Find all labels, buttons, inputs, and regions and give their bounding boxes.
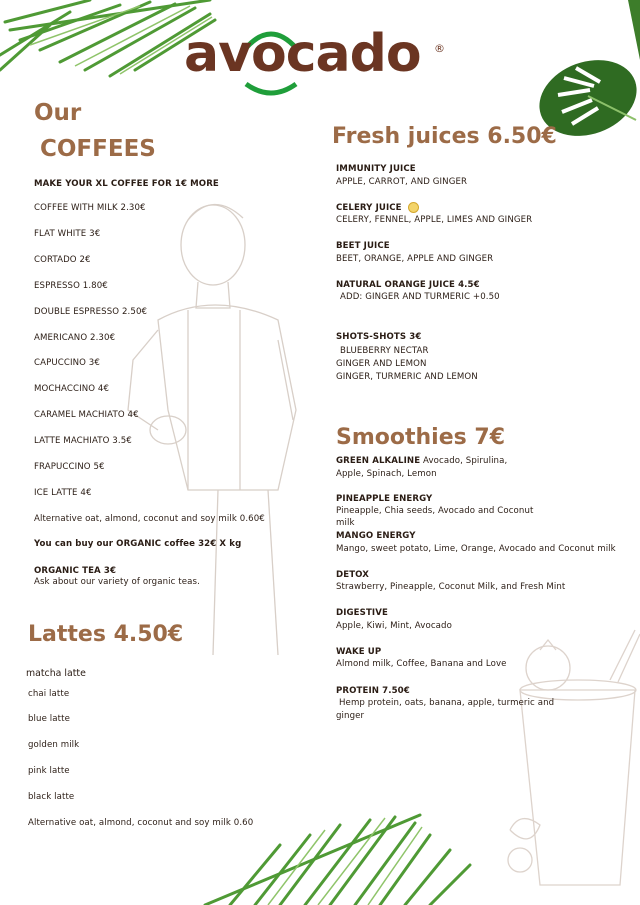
smoothie-name: GREEN ALKALINE bbox=[336, 456, 421, 466]
smoothie-desc: Mango, sweet potato, Lime, Orange, Avocado and Coconut milk bbox=[336, 544, 616, 554]
organic-tea-title: ORGANIC TEA 3€ bbox=[34, 566, 117, 576]
juice-name: BEET JUICE bbox=[336, 241, 390, 251]
smoothies-heading: Smoothies 7€ bbox=[336, 425, 506, 450]
smoothie-desc: Hemp protein, oats, banana, apple, turmeric and bbox=[339, 698, 555, 708]
juice-desc: ADD: GINGER AND TURMERIC +0.50 bbox=[340, 292, 500, 302]
smoothie-name: PROTEIN 7.50€ bbox=[336, 686, 410, 696]
organic-tea-desc: Ask about our variety of organic teas. bbox=[34, 577, 200, 587]
coffee-item: LATTE MACHIATO 3.5€ bbox=[34, 436, 132, 446]
latte-item: chai latte bbox=[28, 689, 70, 699]
juice-desc: APPLE, CARROT, AND GINGER bbox=[336, 177, 468, 187]
smoothie-green-alkaline bbox=[336, 456, 507, 466]
latte-alt-milk-note: Alternative oat, almond, coconut and soy milk 0.60 bbox=[28, 818, 254, 828]
coffee-item: MOCHACCINO 4€ bbox=[34, 384, 110, 394]
lattes-heading: Lattes 4.50€ bbox=[28, 622, 184, 647]
smoothie-desc: Apple, Kiwi, Mint, Avocado bbox=[336, 621, 452, 631]
coffee-item: CAPUCCINO 3€ bbox=[34, 358, 100, 368]
coffee-item: DOUBLE ESPRESSO 2.50€ bbox=[34, 307, 148, 317]
smoothie-name: WAKE UP bbox=[336, 647, 382, 657]
juice-desc: CELERY, FENNEL, APPLE, LIMES AND GINGER bbox=[336, 215, 533, 225]
shot-item: GINGER, TURMERIC AND LEMON bbox=[336, 372, 478, 382]
smoothie-desc: Almond milk, Coffee, Banana and Love bbox=[336, 659, 507, 669]
coffee-item: AMERICANO 2.30€ bbox=[34, 333, 116, 343]
coffees-heading-line1: Our bbox=[34, 100, 82, 126]
smoothie-desc: Apple, Spinach, Lemon bbox=[336, 469, 437, 479]
registered-mark: ® bbox=[434, 42, 445, 55]
juice-name: IMMUNITY JUICE bbox=[336, 164, 416, 174]
smoothie-desc: milk bbox=[336, 518, 355, 528]
smoothie-desc: Avocado, Spirulina, bbox=[423, 456, 508, 466]
coffee-item: CORTADO 2€ bbox=[34, 255, 91, 265]
celery-highlight-icon bbox=[408, 202, 419, 213]
coffee-item: FRAPUCCINO 5€ bbox=[34, 462, 105, 472]
latte-item: blue latte bbox=[28, 714, 70, 724]
latte-item: matcha latte bbox=[26, 668, 86, 679]
xl-coffee-note: MAKE YOUR XL COFFEE FOR 1€ MORE bbox=[34, 179, 219, 189]
coffee-item: CARAMEL MACHIATO 4€ bbox=[34, 410, 139, 420]
smoothie-desc: ginger bbox=[336, 711, 365, 721]
smoothie-name: DIGESTIVE bbox=[336, 608, 388, 618]
coffees-heading-line2: COFFEES bbox=[40, 136, 156, 162]
smoothie-name: DETOX bbox=[336, 570, 369, 580]
coffee-alt-milk-note: Alternative oat, almond, coconut and soy milk 0.60€ bbox=[34, 514, 265, 524]
coffee-item: ICE LATTE 4€ bbox=[34, 488, 92, 498]
smoothie-desc: Pineapple, Chia seeds, Avocado and Coconut bbox=[336, 506, 534, 516]
latte-item: pink latte bbox=[28, 766, 70, 776]
organic-coffee-note: You can buy our ORGANIC coffee 32€ X kg bbox=[34, 539, 242, 549]
latte-item: black latte bbox=[28, 792, 75, 802]
smoothie-name: PINEAPPLE ENERGY bbox=[336, 494, 433, 504]
shots-title: SHOTS-SHOTS 3€ bbox=[336, 332, 422, 342]
monstera-leaf-decoration bbox=[528, 0, 640, 140]
juice-name: NATURAL ORANGE JUICE 4.5€ bbox=[336, 280, 480, 290]
juice-desc: BEET, ORANGE, APPLE AND GINGER bbox=[336, 254, 494, 264]
coffee-item: ESPRESSO 1.80€ bbox=[34, 281, 108, 291]
juices-heading: Fresh juices 6.50€ bbox=[332, 124, 557, 149]
smoothie-name: MANGO ENERGY bbox=[336, 531, 416, 541]
barista-sketch-decoration bbox=[118, 190, 318, 660]
coffee-item: COFFEE WITH MILK 2.30€ bbox=[34, 203, 146, 213]
smoothie-glass-sketch-decoration bbox=[500, 620, 640, 890]
smoothie-desc: Strawberry, Pineapple, Coconut Milk, and Fresh Mint bbox=[336, 582, 566, 592]
shot-item: GINGER AND LEMON bbox=[336, 359, 427, 369]
coffee-item: FLAT WHITE 3€ bbox=[34, 229, 101, 239]
latte-item: golden milk bbox=[28, 740, 80, 750]
brand-logo: avocado bbox=[184, 24, 421, 84]
shot-item: BLUEBERRY NECTAR bbox=[340, 346, 429, 356]
juice-name: CELERY JUICE bbox=[336, 203, 402, 213]
